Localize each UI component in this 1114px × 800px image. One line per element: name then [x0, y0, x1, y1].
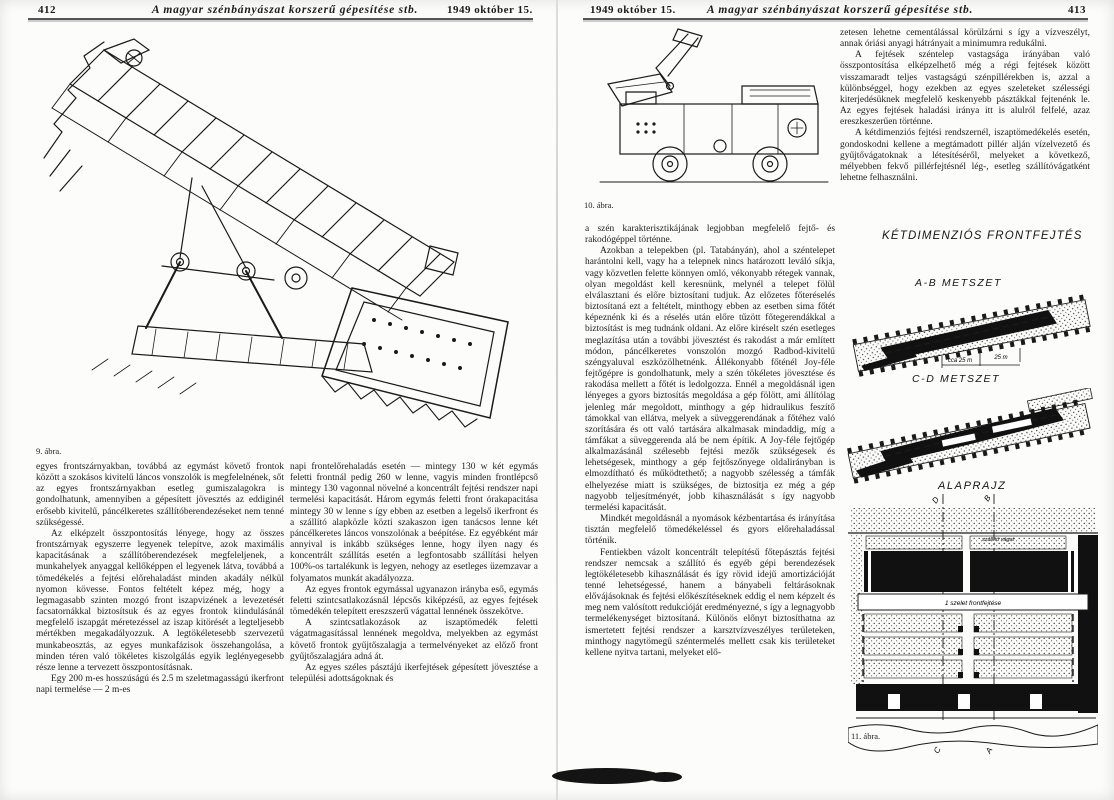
paragraph: a szén karakterisztikájának legjobban megfelelő fejtő- és rakodógéppel történne.	[585, 224, 835, 246]
scan-smudge	[648, 772, 682, 782]
header-rule-right	[583, 18, 1088, 20]
left-page-column-2	[290, 462, 538, 764]
page-number-right: 413	[1068, 4, 1086, 16]
paragraph: Azokban a telepekben (pl. Tatabányán), ahol a széntelepet harántolni kell, vagy ha a telepnek nincs határozott leváló síkja, vagy közvetlen felette könnyen omló, vékonyabb rétegek vannak, olyan megoldást kell keresnünk, melynél a telepet fölül elválasztani és előre biztosítani tudjuk. Az előzetes főteréselés biztosítaná ezt a feltételt, minthogy ebben az esetben sima főtét képeznénk ki és a réselés után előre tűzött főtegerendákkal a biztosítást is meg tudnánk oldani. Az előre kiréselt szén esetleges meglazítása után a további jövesztést és rakodást a már említett módon, páncélkeretes vonszolón mozgó Radbod-kivitelű széngyaluval eszközölhetnénk. Állékonyabb főténél Joy-féle fejtőgépre is gondolhatunk, mely a szén tökéletes jövesztése és rakodása mellett a főtét is ledolgozza. Ennél a megoldásnál igen lényeges a gyors biztosítás megoldása a gép fölött, ami állítólag jelenleg már megoldott, minthogy a gép hidraulikus feszítő támokkal van ellátva, melyek a süveggerendának a főtéhez való szorítására és ott való tartására alkalmasak mindaddig, míg a támfákat a süveggerenda alá be nem építik. A Joy-féle fejtőgép alkalmazásánál szélesebb fejtési mezők szükségesek és lehetségesek, minthogy a gép fejtőszőnyege oldalirányban is elmozdítható és működtethető; a nagyobb szélesség a támfák elhelyezése miatt is szükséges, de biztosítja ez még a gép nagyobb teljesítményét, jobb kihasználását s így nagyobb termelési kapacitását.	[585, 246, 835, 513]
figure9-loader-machine-drawing	[30, 26, 535, 438]
svg-text:B: B	[982, 493, 993, 504]
svg-text:C: C	[931, 745, 943, 755]
issue-date-left: 1949 október 15.	[447, 4, 533, 16]
paragraph: Az egyes széles pásztájú ikerfejtések gépesített jövesztése a települési adottságoknak és	[290, 662, 538, 684]
header-rule-left	[28, 18, 533, 20]
figure9-caption: 9. ábra.	[36, 446, 62, 456]
paragraph: napi frontelőrehaladás esetén — mintegy 130 w két egymás feletti frontnál pedig 260 w lenne, vagyis minden frontlépcső mintegy 130 vagonnal növelné a koncentrált fejtési rendszer napi termelési kapacitását. Három egymás feletti front órakapacitása mintegy 30 w lenne s így ebben az esetben a legelső ikerfront és a szállító alapközle közti szakaszon igen tanácsos lenne két páncélkeretes láncos vonszolónak a beépítése. Ez egyébként már annyival is inkább szükséges lenne, hogy ilyen nagy és koncentrált szállítás esetén a legfontosabb szállítási helyen 100%-os tartalékunk is legyen, nehogy az esetleges üzemzavar a folyamatos munkát akadályozza.	[290, 462, 538, 584]
left-page-column-1	[36, 462, 284, 764]
paragraph: Az elképzelt összpontosítás lényege, hogy az összes frontszárnyak egyszerre legyenek telepítve, azok maximális kapacitásának a szállítóberendezések megfeleljenek, a munkahelyek anyaggal kellőképpen el legyenek látva, továbbá a tömedékelés a fejtési előrehaladást minden akadály nélkül nyomon kövesse. Fontos feltételt képez még, hogy a legmagasabb szinten mozgó front iszapvizének a levezetését facsatornákkal biztosítsuk és az egyes frontok kiindulásánál megfelelő iszapgát méretezéssel az iszap kitörését a legteljesebb mértékben megakadályozzuk. A legtökéletesebb szervezetű munkabeosztás, az egyes munkafázisok összehangolása, a minden téren való tökéletes kiszolgálás egyik leglényegesebb része lenne a tervezett összpontosításnak.	[36, 528, 284, 673]
running-title-right: A magyar szénbányászat korszerű gépesítése stb.	[706, 4, 974, 16]
running-title-left: A magyar szénbányászat korszerű gépesítése stb.	[151, 4, 419, 16]
paragraph: A szintcsatlakozások az iszaptömedék feletti vágatmagasítással lennének megoldva, melyekben az egymást követő frontok gyűjtőszalagja a termelvényeket az előző front gyűjtőszalagjára adná át.	[290, 618, 538, 662]
paragraph: Egy 200 m-es hosszúságú és 2.5 m szeletmagasságú ikerfront napi termelése — 2 m-es	[36, 673, 284, 696]
figure11-title: KÉTDIMENZIÓS FRONTFEJTÉS	[882, 230, 1083, 242]
page-number-left: 412	[38, 4, 56, 16]
right-page-column-2	[840, 28, 1090, 233]
svg-text:1 szelet frontfejtése: 1 szelet frontfejtése	[944, 600, 1002, 607]
svg-text:A: A	[983, 745, 995, 755]
paragraph: zetesen lehetne cementálással körülzárni s így a vízveszélyt, annak óriási anyagi hátrányait a minimumra redukálni.	[840, 28, 1090, 50]
svg-text:D: D	[930, 495, 941, 506]
plan-view-label: ALAPRAJZ	[938, 480, 1007, 492]
section-cd-label: C-D METSZET	[912, 373, 1001, 385]
scan-smudge	[552, 768, 660, 784]
paragraph: A kétdimenziós fejtési rendszernél, iszaptömedékelés esetén, gondoskodni kellene a megtámadott pillér alján vízelvezető és gyűjtővágatoknak a létesítéséről, melyeket a következő, mélyebben fekvő pillérfejtésnél lég-, esetleg szállítóvágatként lehetne felhasználni.	[840, 128, 1090, 184]
paragraph: Mindkét megoldásnál a nyomások kézbentartása és irányítása tisztán megfelelő tömedékeléssel és gyors előrehaladással történik.	[585, 514, 835, 547]
paragraph: Fentiekben vázolt koncentrált telepítésű főtepásztás fejtési rendszer nemcsak a szállító és egyéb gépi berendezések legtökéletesebb kihasználását és így rövid idejű amortizációját tenné lehetségessé, hanem a bányabeli feltárásoknak elővájásoknak és fejtési előkészítéseknek eddig el nem képzelt és meg nem valósított redukcióját eredményezné, s így a legnagyobb termelékenységet biztosítaná. Különös előnyt biztosíthatna az ismertetett fejtési rendszer a karsztvízveszélyes területeken, minthogy nagytömegű széntermelés mellett csak kis területeket kellene nyitva tartani, melyeket elő-	[585, 547, 835, 658]
figure11-section-ab-drawing	[850, 292, 1095, 382]
page-gutter	[556, 0, 558, 800]
figure11-section-cd-drawing	[846, 388, 1096, 488]
paragraph: A fejtések széntelep vastagsága irányában való összpontosítása elképzelhető még a régi fejtések között visszamaradt teljes vastagságú szénpillérekben is, azzal a különbséggel, hogy ezekben az egyes szeleteket szélességi kiterjedésüknek megfelelő keskenyebb pásztákkal fejtenénk le. Az egyes fejtések haladási iránya itt is alulról felfelé, azaz ereszkeszerűen történne.	[840, 50, 1090, 128]
paragraph: egyes frontszárnyakban, továbbá az egymást követő frontok között a szokásos kivitelű láncos vonszolók is megfelelnének, sőt az egyes frontszárnyakban esetleg gumiszalagokra is gondolhatunk, amennyiben a gépesített jövesztés az eddiginél erősebb kivitelű, páncélkeretes szállítóberendezéseket nem tenné szükségessé.	[36, 462, 284, 528]
figure10-caption: 10. ábra.	[584, 200, 614, 210]
issue-date-right: 1949 október 15.	[590, 4, 676, 16]
svg-text:25 m: 25 m	[994, 355, 1008, 361]
figure10-shuttle-car-drawing	[592, 26, 832, 196]
figure11-caption: 11. ábra.	[851, 731, 881, 741]
figure11-plan-drawing	[848, 492, 1098, 760]
paragraph: Az egyes frontok egymással ugyanazon irányba eső, egymás feletti szintcsatlakozásnál lépcsős kiképzésű, az egyes fejtések tömedékén telepített ereszszerű vágattal lennének összekötve.	[290, 584, 538, 618]
right-page-column-1	[585, 224, 835, 762]
section-ab-label: A-B METSZET	[915, 277, 1003, 289]
svg-text:cca 25 m: cca 25 m	[947, 358, 973, 364]
